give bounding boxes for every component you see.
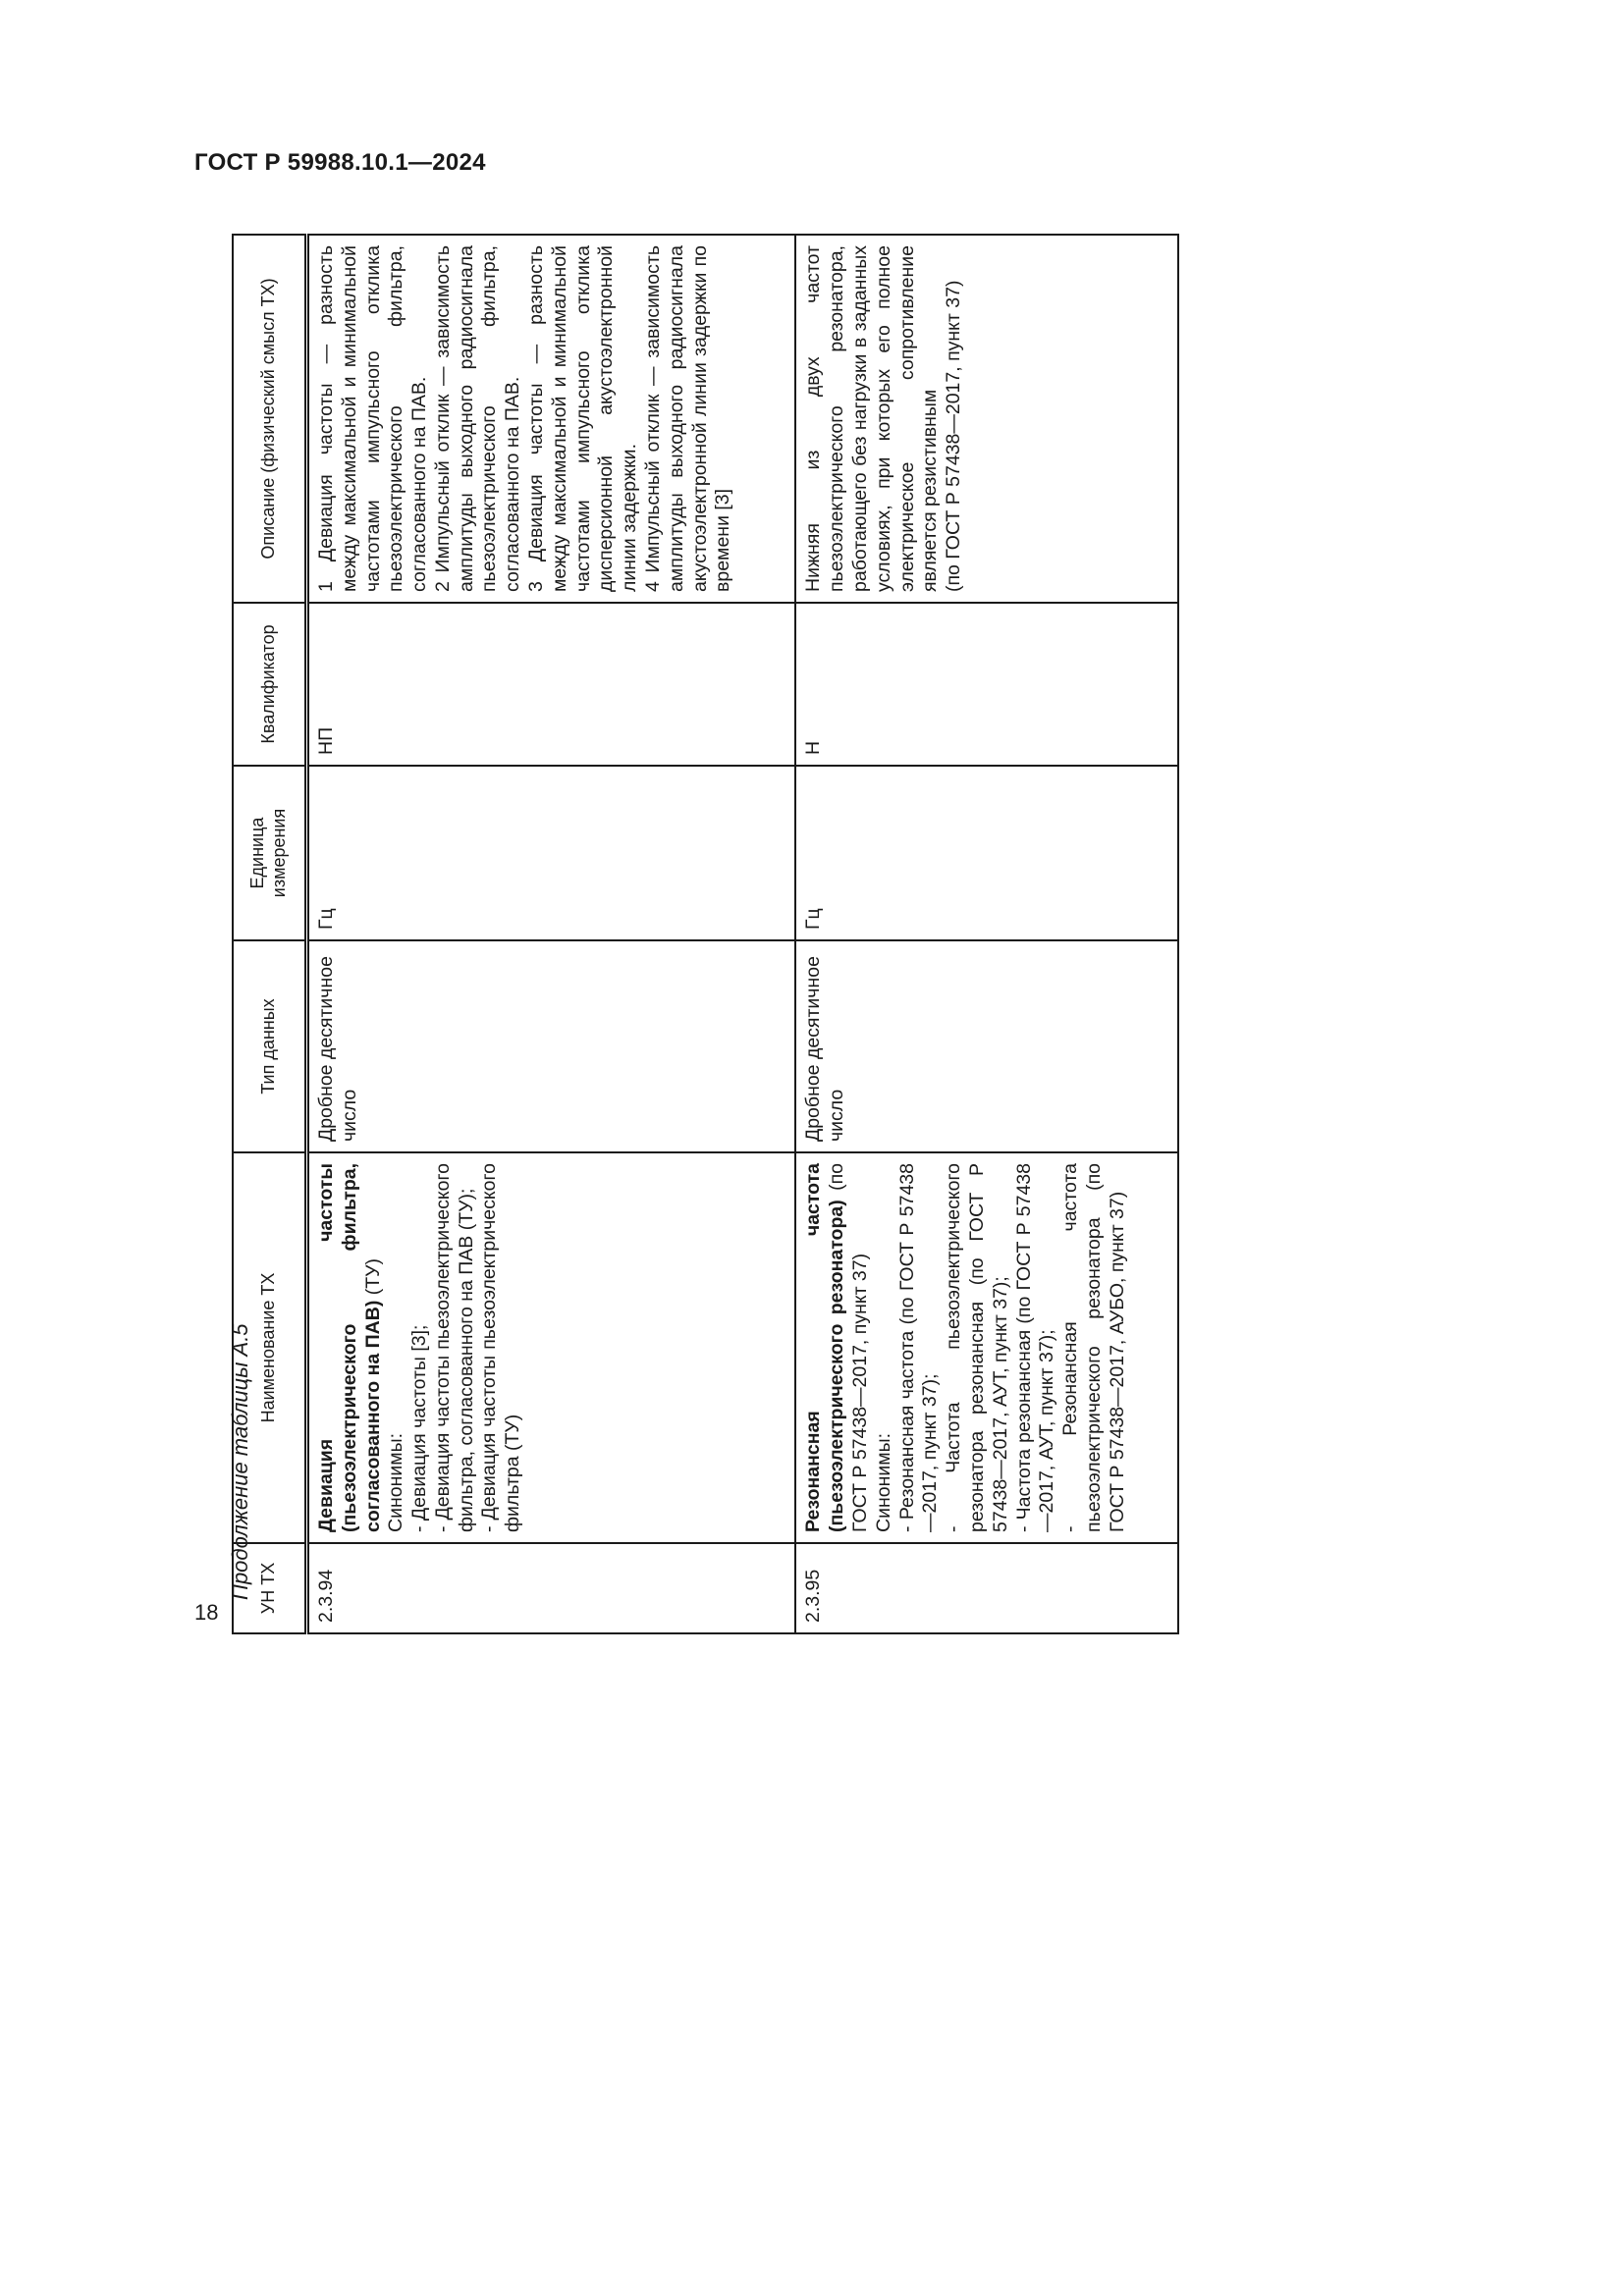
synonym-item: - Девиация частоты [3]; xyxy=(408,1324,431,1532)
cell-id: 2.3.95 xyxy=(795,1543,1178,1633)
cell-data-type: Дробное десятичное число xyxy=(307,940,796,1152)
description-line: (по ГОСТ Р 57438—2017, пункт 37) xyxy=(943,280,965,592)
description-line: 2 Импульсный отклик — зависимость амплитуды выходного радиосигнала пьезоэлектрического фильтра, согласованного на ПАВ. xyxy=(431,245,524,592)
table-caption: Продолжение таблицы А.5 xyxy=(228,1323,252,1600)
table-header-row xyxy=(233,235,307,1633)
cell-qualifier: Н xyxy=(795,603,1178,766)
table-row xyxy=(795,235,1178,1633)
synonym-item: - Резонансная частота пьезоэлектрического резонатора (по ГОСТ Р 57438—2017, АУБО, пункт 37) xyxy=(1059,1163,1128,1532)
synonym-item: - Частота пьезоэлектрического резонатора резонансная (по ГОСТ Р 57438—2017, АУТ, пункт 37); xyxy=(943,1163,1011,1532)
description-line: 4 Импульсный отклик — зависимость амплитуды выходного радиосигнала акустоэлектронной линии задержки по времени [3] xyxy=(641,245,734,592)
synonyms-label: Синонимы: xyxy=(872,1432,894,1532)
synonyms-label: Синонимы: xyxy=(385,1432,407,1532)
page-number: 18 xyxy=(194,1600,219,1625)
characteristics-table xyxy=(232,234,1179,1634)
synonyms-block xyxy=(873,1163,1130,1532)
cell-data-type: Дробное десятичное число xyxy=(795,940,1178,1152)
header-qualifier: Квалификатор xyxy=(233,603,307,766)
cell-id: 2.3.94 xyxy=(307,1543,796,1633)
cell-unit: Гц xyxy=(307,766,796,940)
description-line: Нижняя из двух частот пьезоэлектрического резонатора, работающего без нагрузки в заданных условиях, при которых его полное электрическое сопротивление является резистивным xyxy=(802,245,942,592)
header-name: Наименование ТХ xyxy=(233,1152,307,1543)
cell-qualifier: НП xyxy=(307,603,796,766)
name-rest: (ТУ) xyxy=(361,1257,384,1296)
cell-name xyxy=(795,1152,1178,1543)
cell-description xyxy=(307,235,796,603)
synonym-item: - Резонансная частота (по ГОСТ Р 57438—2017, пункт 37); xyxy=(895,1163,942,1532)
synonym-item: - Девиация частоты пьезоэлектрического фильтра (ТУ) xyxy=(478,1163,524,1532)
document-code: ГОСТ Р 59988.10.1—2024 xyxy=(194,149,486,176)
name-bold: Девиация частоты (пьезоэлектрического фильтра, согласованного на ПАВ) xyxy=(315,1163,384,1532)
rotated-table-wrapper xyxy=(232,236,1179,1634)
synonym-item: - Частота резонансная (по ГОСТ Р 57438—2017, АУТ, пункт 37); xyxy=(1012,1163,1058,1532)
description-line: 1 Девиация частоты — разность между максимальной и минимальной частотами импульсного отклика пьезоэлектрического фильтра, согласованного на ПАВ. xyxy=(315,245,431,592)
description-line: 3 Девиация частоты — разность между максимальной и минимальной частотами импульсного отклика дисперсионной акустоэлектронной линии задержки. xyxy=(525,245,641,592)
cell-description xyxy=(795,235,1178,603)
header-data-type: Тип данных xyxy=(233,940,307,1152)
header-unit: Единица измерения xyxy=(233,766,307,940)
name-rest: (по ГОСТ Р 57438—2017, пункт 37) xyxy=(826,1162,872,1532)
header-description: Описание (физический смысл ТХ) xyxy=(233,235,307,603)
name-bold: Резонансная частота (пьезоэлектрического резонатора) xyxy=(802,1163,848,1532)
table-row xyxy=(307,235,796,1633)
header-un-tx: УН ТХ xyxy=(233,1543,307,1633)
cell-name xyxy=(307,1152,796,1543)
synonyms-block xyxy=(385,1163,525,1532)
synonym-item: - Девиация частоты пьезоэлектрического фильтра, согласованного на ПАВ (ТУ); xyxy=(431,1163,477,1532)
cell-unit: Гц xyxy=(795,766,1178,940)
